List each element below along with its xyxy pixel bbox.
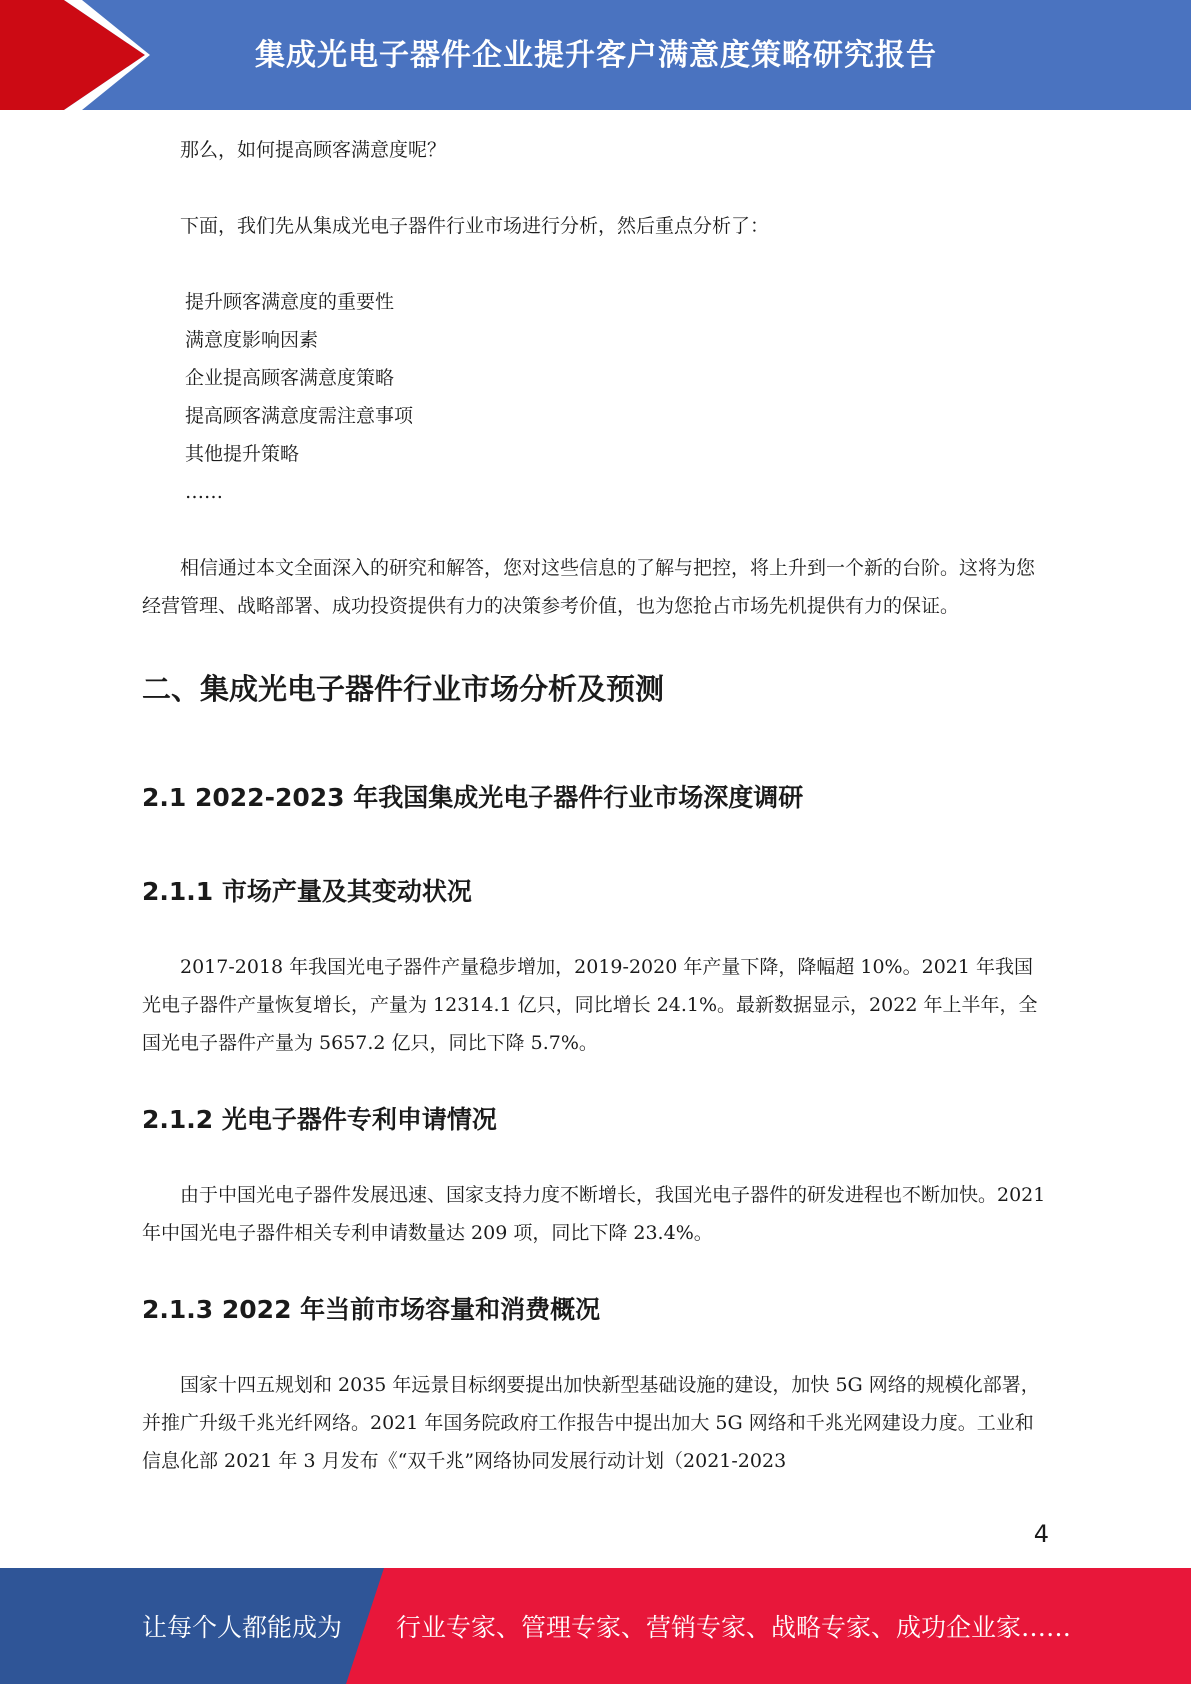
intro-lead: 下面，我们先从集成光电子器件行业市场进行分析，然后重点分析了：: [180, 215, 770, 237]
list-item: 提升顾客满意度的重要性: [185, 291, 395, 313]
intro-closing: 相信通过本文全面深入的研究和解答，您对这些信息的了解与把控，将上升到一个新的台阶。这将为您经营管理、战略部署、成功投资提供有力的决策参考价值，也为您抢占市场先机提供有力的保证。: [142, 557, 1036, 617]
section-title: 二、集成光电子器件行业市场分析及预测: [142, 672, 665, 706]
patent-paragraph: 由于中国光电子器件发展迅速、国家支持力度不断增长，我国光电子器件的研发进程也不断加快。2021 年中国光电子器件相关专利申请数量达 209 项，同比下降 23.4%。: [142, 1184, 1046, 1244]
list-item: 其他提升策略: [185, 443, 300, 465]
header-title: 集成光电子器件企业提升客户满意度策略研究报告: [255, 38, 937, 73]
topic-list: [142, 283, 1047, 511]
list-item: 企业提高顾客满意度策略: [185, 367, 395, 389]
subsubsection-title: 2.1.1 市场产量及其变动状况: [142, 877, 472, 906]
footer-slogan-right: 行业专家、管理专家、营销专家、战略专家、成功企业家……: [396, 1613, 1072, 1642]
page-number: 4: [1033, 1520, 1049, 1548]
page-footer: [0, 1568, 1191, 1684]
subsubsection-title: 2.1.2 光电子器件专利申请情况: [142, 1105, 497, 1134]
list-item: ……: [185, 481, 223, 503]
page-header: [0, 0, 1191, 110]
intro-question: 那么，如何提高顾客满意度呢？: [180, 139, 447, 161]
subsection-title: 2.1 2022-2023 年我国集成光电子器件行业市场深度调研: [142, 783, 804, 812]
document-body: [142, 131, 1047, 1480]
subsubsection-title: 2.1.3 2022 年当前市场容量和消费概况: [142, 1295, 601, 1324]
production-paragraph: 2017-2018 年我国光电子器件产量稳步增加，2019-2020 年产量下降，降幅超 10%。2021 年我国光电子器件产量恢复增长，产量为 12314.1 亿只，同比增长 24.1%。最新数据显示，2022 年上半年，全国光电子器件产量为 5657.2 亿只，同比下降 5.7%。: [142, 956, 1038, 1054]
market-paragraph: 国家十四五规划和 2035 年远景目标纲要提出加快新型基础设施的建设，加快 5G 网络的规模化部署，并推广升级千兆光纤网络。2021 年国务院政府工作报告中提出加大 5G 网络和千兆光网建设力度。工业和信息化部 2021 年 3 月发布《“双千兆”网络协同发展行动计划（2021-2023: [142, 1374, 1040, 1472]
list-item: 满意度影响因素: [185, 329, 319, 351]
footer-slogan-left: 让每个人都能成为: [142, 1613, 343, 1642]
list-item: 提高顾客满意度需注意事项: [185, 405, 414, 427]
